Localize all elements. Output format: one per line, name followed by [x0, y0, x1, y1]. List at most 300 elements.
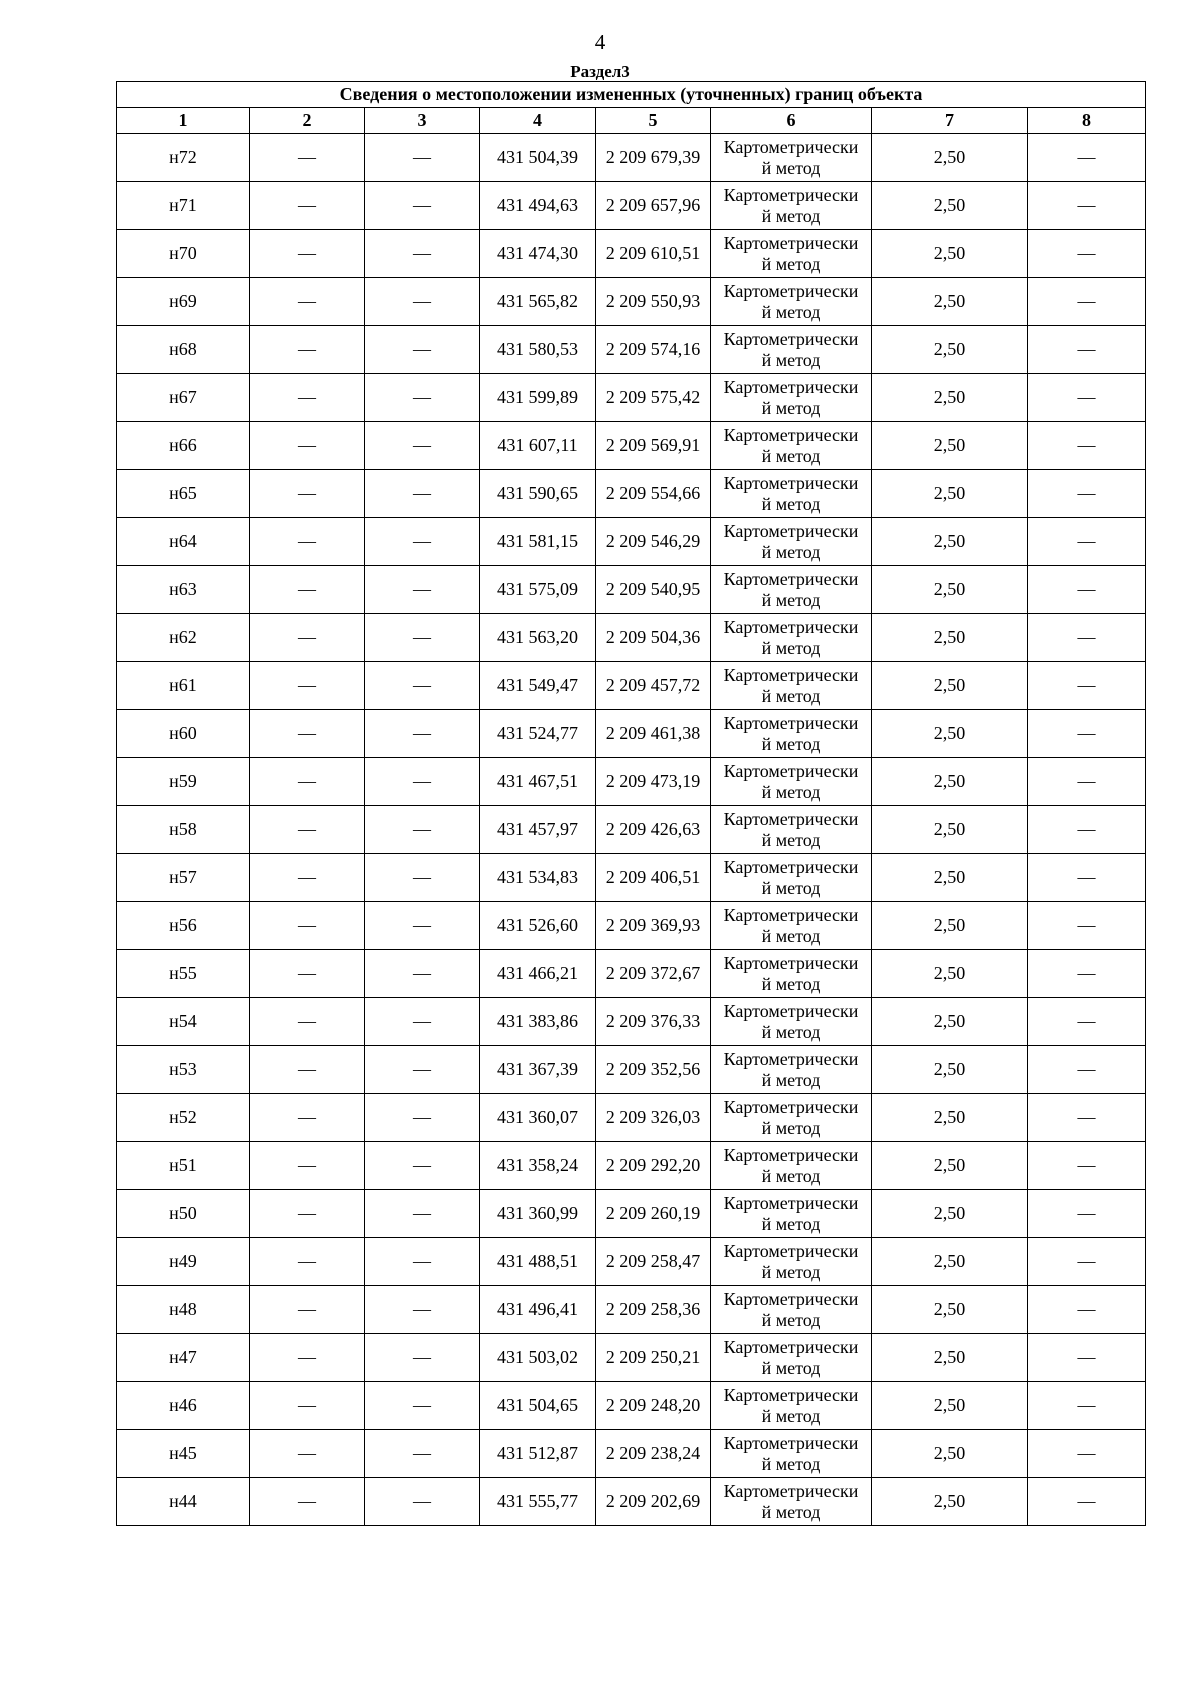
- point-cell: н52: [117, 1094, 250, 1142]
- x-coordinate-cell: 431 581,15: [480, 518, 596, 566]
- method-line-2: й метод: [761, 1357, 821, 1378]
- x-coordinate-cell: 431 524,77: [480, 710, 596, 758]
- method-cell: [711, 662, 872, 710]
- method-line-2: й метод: [761, 253, 821, 274]
- method-line-2: й метод: [761, 301, 821, 322]
- col2-cell: —: [250, 1046, 365, 1094]
- point-cell: н69: [117, 278, 250, 326]
- y-coordinate-cell: 2 209 258,47: [596, 1238, 711, 1286]
- y-coordinate-cell: 2 209 550,93: [596, 278, 711, 326]
- x-coordinate-cell: 431 526,60: [480, 902, 596, 950]
- point-cell: н44: [117, 1478, 250, 1526]
- method-line-2: й метод: [761, 205, 821, 226]
- y-coordinate-cell: 2 209 461,38: [596, 710, 711, 758]
- method-cell: [711, 182, 872, 230]
- col8-cell: —: [1028, 1238, 1146, 1286]
- method-line-1: Картометрически: [723, 280, 859, 301]
- point-cell: н67: [117, 374, 250, 422]
- col2-cell: —: [250, 1094, 365, 1142]
- col2-cell: —: [250, 518, 365, 566]
- col8-cell: —: [1028, 230, 1146, 278]
- point-cell: н57: [117, 854, 250, 902]
- col8-cell: —: [1028, 1478, 1146, 1526]
- y-coordinate-cell: 2 209 657,96: [596, 182, 711, 230]
- point-cell: н71: [117, 182, 250, 230]
- col8-cell: —: [1028, 902, 1146, 950]
- method-line-2: й метод: [761, 1165, 821, 1186]
- method-line-1: Картометрически: [723, 1096, 859, 1117]
- col2-cell: —: [250, 182, 365, 230]
- method-cell: [711, 1046, 872, 1094]
- y-coordinate-cell: 2 209 250,21: [596, 1334, 711, 1382]
- y-coordinate-cell: 2 209 372,67: [596, 950, 711, 998]
- accuracy-cell: 2,50: [872, 326, 1028, 374]
- method-line-2: й метод: [761, 1021, 821, 1042]
- accuracy-cell: 2,50: [872, 902, 1028, 950]
- table-row: [117, 1238, 1146, 1286]
- column-number: 7: [872, 108, 1028, 134]
- x-coordinate-cell: 431 607,11: [480, 422, 596, 470]
- col2-cell: —: [250, 134, 365, 182]
- method-cell: [711, 1190, 872, 1238]
- table-row: [117, 1334, 1146, 1382]
- accuracy-cell: 2,50: [872, 998, 1028, 1046]
- x-coordinate-cell: 431 504,39: [480, 134, 596, 182]
- method-line-1: Картометрически: [723, 376, 859, 397]
- accuracy-cell: 2,50: [872, 230, 1028, 278]
- col8-cell: —: [1028, 1286, 1146, 1334]
- method-line-2: й метод: [761, 157, 821, 178]
- method-line-2: й метод: [761, 637, 821, 658]
- method-cell: [711, 902, 872, 950]
- x-coordinate-cell: 431 358,24: [480, 1142, 596, 1190]
- x-coordinate-cell: 431 488,51: [480, 1238, 596, 1286]
- method-line-1: Картометрически: [723, 760, 859, 781]
- table-row: [117, 902, 1146, 950]
- col3-cell: —: [365, 230, 480, 278]
- accuracy-cell: 2,50: [872, 1190, 1028, 1238]
- boundary-coordinates-table: [116, 81, 1146, 1526]
- method-cell: [711, 998, 872, 1046]
- x-coordinate-cell: 431 367,39: [480, 1046, 596, 1094]
- method-cell: [711, 854, 872, 902]
- method-cell: [711, 950, 872, 998]
- method-cell: [711, 1430, 872, 1478]
- method-cell: [711, 422, 872, 470]
- x-coordinate-cell: 431 496,41: [480, 1286, 596, 1334]
- accuracy-cell: 2,50: [872, 662, 1028, 710]
- accuracy-cell: 2,50: [872, 470, 1028, 518]
- col8-cell: —: [1028, 566, 1146, 614]
- method-cell: [711, 806, 872, 854]
- point-cell: н68: [117, 326, 250, 374]
- col8-cell: —: [1028, 1094, 1146, 1142]
- point-cell: н63: [117, 566, 250, 614]
- col8-cell: —: [1028, 518, 1146, 566]
- table-row: [117, 1190, 1146, 1238]
- table-caption: Сведения о местоположении измененных (уточненных) границ объекта: [117, 82, 1146, 108]
- point-cell: н70: [117, 230, 250, 278]
- method-line-2: й метод: [761, 349, 821, 370]
- x-coordinate-cell: 431 563,20: [480, 614, 596, 662]
- x-coordinate-cell: 431 534,83: [480, 854, 596, 902]
- y-coordinate-cell: 2 209 426,63: [596, 806, 711, 854]
- col3-cell: —: [365, 1190, 480, 1238]
- method-cell: [711, 1382, 872, 1430]
- method-cell: [711, 1286, 872, 1334]
- method-line-2: й метод: [761, 1453, 821, 1474]
- x-coordinate-cell: 431 549,47: [480, 662, 596, 710]
- method-line-1: Картометрически: [723, 1192, 859, 1213]
- col8-cell: —: [1028, 182, 1146, 230]
- accuracy-cell: 2,50: [872, 374, 1028, 422]
- accuracy-cell: 2,50: [872, 1334, 1028, 1382]
- point-cell: н72: [117, 134, 250, 182]
- col3-cell: —: [365, 1046, 480, 1094]
- table-row: [117, 422, 1146, 470]
- accuracy-cell: 2,50: [872, 1238, 1028, 1286]
- method-cell: [711, 710, 872, 758]
- col3-cell: —: [365, 1430, 480, 1478]
- col2-cell: —: [250, 1238, 365, 1286]
- method-line-2: й метод: [761, 829, 821, 850]
- table-body: [117, 134, 1146, 1526]
- point-cell: н66: [117, 422, 250, 470]
- col3-cell: —: [365, 950, 480, 998]
- accuracy-cell: 2,50: [872, 710, 1028, 758]
- table-row: [117, 566, 1146, 614]
- col3-cell: —: [365, 1478, 480, 1526]
- col2-cell: —: [250, 1334, 365, 1382]
- y-coordinate-cell: 2 209 326,03: [596, 1094, 711, 1142]
- table-row: [117, 470, 1146, 518]
- y-coordinate-cell: 2 209 457,72: [596, 662, 711, 710]
- y-coordinate-cell: 2 209 352,56: [596, 1046, 711, 1094]
- accuracy-cell: 2,50: [872, 1286, 1028, 1334]
- col3-cell: —: [365, 1286, 480, 1334]
- table-row: [117, 662, 1146, 710]
- point-cell: н58: [117, 806, 250, 854]
- method-line-1: Картометрически: [723, 856, 859, 877]
- point-cell: н49: [117, 1238, 250, 1286]
- method-line-1: Картометрически: [723, 664, 859, 685]
- x-coordinate-cell: 431 494,63: [480, 182, 596, 230]
- col3-cell: —: [365, 1142, 480, 1190]
- y-coordinate-cell: 2 209 575,42: [596, 374, 711, 422]
- method-line-2: й метод: [761, 733, 821, 754]
- col2-cell: —: [250, 1430, 365, 1478]
- y-coordinate-cell: 2 209 248,20: [596, 1382, 711, 1430]
- point-cell: н54: [117, 998, 250, 1046]
- method-line-2: й метод: [761, 973, 821, 994]
- table-row: [117, 854, 1146, 902]
- col2-cell: —: [250, 422, 365, 470]
- column-number: 5: [596, 108, 711, 134]
- method-line-2: й метод: [761, 589, 821, 610]
- point-cell: н61: [117, 662, 250, 710]
- table-row: [117, 1382, 1146, 1430]
- column-number: 8: [1028, 108, 1146, 134]
- table-row: [117, 1430, 1146, 1478]
- col8-cell: —: [1028, 326, 1146, 374]
- x-coordinate-cell: 431 565,82: [480, 278, 596, 326]
- method-line-2: й метод: [761, 685, 821, 706]
- method-line-1: Картометрически: [723, 1144, 859, 1165]
- y-coordinate-cell: 2 209 546,29: [596, 518, 711, 566]
- accuracy-cell: 2,50: [872, 806, 1028, 854]
- col2-cell: —: [250, 998, 365, 1046]
- accuracy-cell: 2,50: [872, 134, 1028, 182]
- method-cell: [711, 230, 872, 278]
- accuracy-cell: 2,50: [872, 758, 1028, 806]
- table-row: [117, 806, 1146, 854]
- method-line-2: й метод: [761, 925, 821, 946]
- col8-cell: —: [1028, 662, 1146, 710]
- column-number: 1: [117, 108, 250, 134]
- point-cell: н50: [117, 1190, 250, 1238]
- table-row: [117, 998, 1146, 1046]
- col3-cell: —: [365, 710, 480, 758]
- table-row: [117, 1286, 1146, 1334]
- col3-cell: —: [365, 518, 480, 566]
- col2-cell: —: [250, 1190, 365, 1238]
- y-coordinate-cell: 2 209 610,51: [596, 230, 711, 278]
- col8-cell: —: [1028, 422, 1146, 470]
- method-line-2: й метод: [761, 541, 821, 562]
- method-line-1: Картометрически: [723, 1288, 859, 1309]
- col3-cell: —: [365, 662, 480, 710]
- col2-cell: —: [250, 470, 365, 518]
- col3-cell: —: [365, 1238, 480, 1286]
- column-number: 4: [480, 108, 596, 134]
- method-cell: [711, 326, 872, 374]
- col2-cell: —: [250, 326, 365, 374]
- col3-cell: —: [365, 1334, 480, 1382]
- y-coordinate-cell: 2 209 238,24: [596, 1430, 711, 1478]
- method-cell: [711, 614, 872, 662]
- method-line-2: й метод: [761, 1309, 821, 1330]
- accuracy-cell: 2,50: [872, 1094, 1028, 1142]
- table-row: [117, 1142, 1146, 1190]
- col3-cell: —: [365, 422, 480, 470]
- col3-cell: —: [365, 902, 480, 950]
- table-row: [117, 614, 1146, 662]
- method-line-1: Картометрически: [723, 1240, 859, 1261]
- col2-cell: —: [250, 1286, 365, 1334]
- method-line-1: Картометрически: [723, 1336, 859, 1357]
- col8-cell: —: [1028, 758, 1146, 806]
- accuracy-cell: 2,50: [872, 1142, 1028, 1190]
- table-row: [117, 182, 1146, 230]
- table-row: [117, 950, 1146, 998]
- col3-cell: —: [365, 470, 480, 518]
- table-row: [117, 134, 1146, 182]
- col8-cell: —: [1028, 950, 1146, 998]
- col2-cell: —: [250, 950, 365, 998]
- point-cell: н60: [117, 710, 250, 758]
- col2-cell: —: [250, 902, 365, 950]
- accuracy-cell: 2,50: [872, 182, 1028, 230]
- method-line-1: Картометрически: [723, 136, 859, 157]
- x-coordinate-cell: 431 580,53: [480, 326, 596, 374]
- method-line-1: Картометрически: [723, 568, 859, 589]
- table-row: [117, 326, 1146, 374]
- x-coordinate-cell: 431 360,99: [480, 1190, 596, 1238]
- column-number: 2: [250, 108, 365, 134]
- method-line-2: й метод: [761, 781, 821, 802]
- y-coordinate-cell: 2 209 260,19: [596, 1190, 711, 1238]
- method-cell: [711, 134, 872, 182]
- x-coordinate-cell: 431 555,77: [480, 1478, 596, 1526]
- table-row: [117, 374, 1146, 422]
- y-coordinate-cell: 2 209 258,36: [596, 1286, 711, 1334]
- accuracy-cell: 2,50: [872, 1430, 1028, 1478]
- y-coordinate-cell: 2 209 202,69: [596, 1478, 711, 1526]
- x-coordinate-cell: 431 360,07: [480, 1094, 596, 1142]
- col8-cell: —: [1028, 1430, 1146, 1478]
- method-line-1: Картометрически: [723, 328, 859, 349]
- col8-cell: —: [1028, 710, 1146, 758]
- accuracy-cell: 2,50: [872, 854, 1028, 902]
- x-coordinate-cell: 431 457,97: [480, 806, 596, 854]
- x-coordinate-cell: 431 474,30: [480, 230, 596, 278]
- y-coordinate-cell: 2 209 292,20: [596, 1142, 711, 1190]
- column-number-row: [117, 108, 1146, 134]
- method-line-2: й метод: [761, 1261, 821, 1282]
- col2-cell: —: [250, 1382, 365, 1430]
- accuracy-cell: 2,50: [872, 1046, 1028, 1094]
- method-cell: [711, 1334, 872, 1382]
- col3-cell: —: [365, 182, 480, 230]
- col8-cell: —: [1028, 614, 1146, 662]
- col2-cell: —: [250, 758, 365, 806]
- method-cell: [711, 470, 872, 518]
- method-cell: [711, 518, 872, 566]
- method-cell: [711, 566, 872, 614]
- method-line-2: й метод: [761, 1405, 821, 1426]
- point-cell: н59: [117, 758, 250, 806]
- x-coordinate-cell: 431 590,65: [480, 470, 596, 518]
- y-coordinate-cell: 2 209 376,33: [596, 998, 711, 1046]
- table-row: [117, 1046, 1146, 1094]
- point-cell: н65: [117, 470, 250, 518]
- col2-cell: —: [250, 230, 365, 278]
- y-coordinate-cell: 2 209 473,19: [596, 758, 711, 806]
- x-coordinate-cell: 431 512,87: [480, 1430, 596, 1478]
- method-line-1: Картометрически: [723, 1000, 859, 1021]
- method-cell: [711, 1478, 872, 1526]
- method-line-2: й метод: [761, 493, 821, 514]
- accuracy-cell: 2,50: [872, 614, 1028, 662]
- y-coordinate-cell: 2 209 574,16: [596, 326, 711, 374]
- col3-cell: —: [365, 1382, 480, 1430]
- col3-cell: —: [365, 806, 480, 854]
- col3-cell: —: [365, 374, 480, 422]
- col2-cell: —: [250, 662, 365, 710]
- method-cell: [711, 1094, 872, 1142]
- column-number: 6: [711, 108, 872, 134]
- method-cell: [711, 758, 872, 806]
- table-row: [117, 518, 1146, 566]
- point-cell: н45: [117, 1430, 250, 1478]
- method-line-2: й метод: [761, 1069, 821, 1090]
- col8-cell: —: [1028, 1190, 1146, 1238]
- accuracy-cell: 2,50: [872, 950, 1028, 998]
- col2-cell: —: [250, 566, 365, 614]
- method-line-2: й метод: [761, 1213, 821, 1234]
- point-cell: н47: [117, 1334, 250, 1382]
- method-cell: [711, 1142, 872, 1190]
- col8-cell: —: [1028, 1046, 1146, 1094]
- method-cell: [711, 278, 872, 326]
- x-coordinate-cell: 431 599,89: [480, 374, 596, 422]
- col8-cell: —: [1028, 998, 1146, 1046]
- page-number: 4: [594, 30, 606, 54]
- accuracy-cell: 2,50: [872, 1478, 1028, 1526]
- col8-cell: —: [1028, 1142, 1146, 1190]
- method-line-1: Картометрически: [723, 472, 859, 493]
- accuracy-cell: 2,50: [872, 518, 1028, 566]
- col3-cell: —: [365, 614, 480, 662]
- col8-cell: —: [1028, 374, 1146, 422]
- col3-cell: —: [365, 1094, 480, 1142]
- x-coordinate-cell: 431 383,86: [480, 998, 596, 1046]
- x-coordinate-cell: 431 467,51: [480, 758, 596, 806]
- col8-cell: —: [1028, 806, 1146, 854]
- accuracy-cell: 2,50: [872, 566, 1028, 614]
- caption-row: [117, 82, 1146, 108]
- method-line-1: Картометрически: [723, 1480, 859, 1501]
- x-coordinate-cell: 431 466,21: [480, 950, 596, 998]
- method-line-2: й метод: [761, 877, 821, 898]
- col3-cell: —: [365, 758, 480, 806]
- method-line-2: й метод: [761, 1117, 821, 1138]
- point-cell: н62: [117, 614, 250, 662]
- method-cell: [711, 1238, 872, 1286]
- table-row: [117, 230, 1146, 278]
- method-line-1: Картометрически: [723, 952, 859, 973]
- y-coordinate-cell: 2 209 554,66: [596, 470, 711, 518]
- method-line-1: Картометрически: [723, 520, 859, 541]
- point-cell: н64: [117, 518, 250, 566]
- method-line-1: Картометрически: [723, 424, 859, 445]
- y-coordinate-cell: 2 209 504,36: [596, 614, 711, 662]
- col2-cell: —: [250, 1478, 365, 1526]
- method-line-2: й метод: [761, 1501, 821, 1522]
- col2-cell: —: [250, 1142, 365, 1190]
- section-title: Раздел3: [570, 62, 630, 81]
- point-cell: н53: [117, 1046, 250, 1094]
- table-row: [117, 1478, 1146, 1526]
- method-line-1: Картометрически: [723, 1384, 859, 1405]
- col8-cell: —: [1028, 1334, 1146, 1382]
- y-coordinate-cell: 2 209 679,39: [596, 134, 711, 182]
- method-line-1: Картометрически: [723, 904, 859, 925]
- y-coordinate-cell: 2 209 540,95: [596, 566, 711, 614]
- point-cell: н55: [117, 950, 250, 998]
- table-row: [117, 710, 1146, 758]
- col2-cell: —: [250, 854, 365, 902]
- col8-cell: —: [1028, 134, 1146, 182]
- point-cell: н51: [117, 1142, 250, 1190]
- x-coordinate-cell: 431 503,02: [480, 1334, 596, 1382]
- col2-cell: —: [250, 710, 365, 758]
- method-line-2: й метод: [761, 397, 821, 418]
- point-cell: н48: [117, 1286, 250, 1334]
- column-number: 3: [365, 108, 480, 134]
- method-line-2: й метод: [761, 445, 821, 466]
- x-coordinate-cell: 431 504,65: [480, 1382, 596, 1430]
